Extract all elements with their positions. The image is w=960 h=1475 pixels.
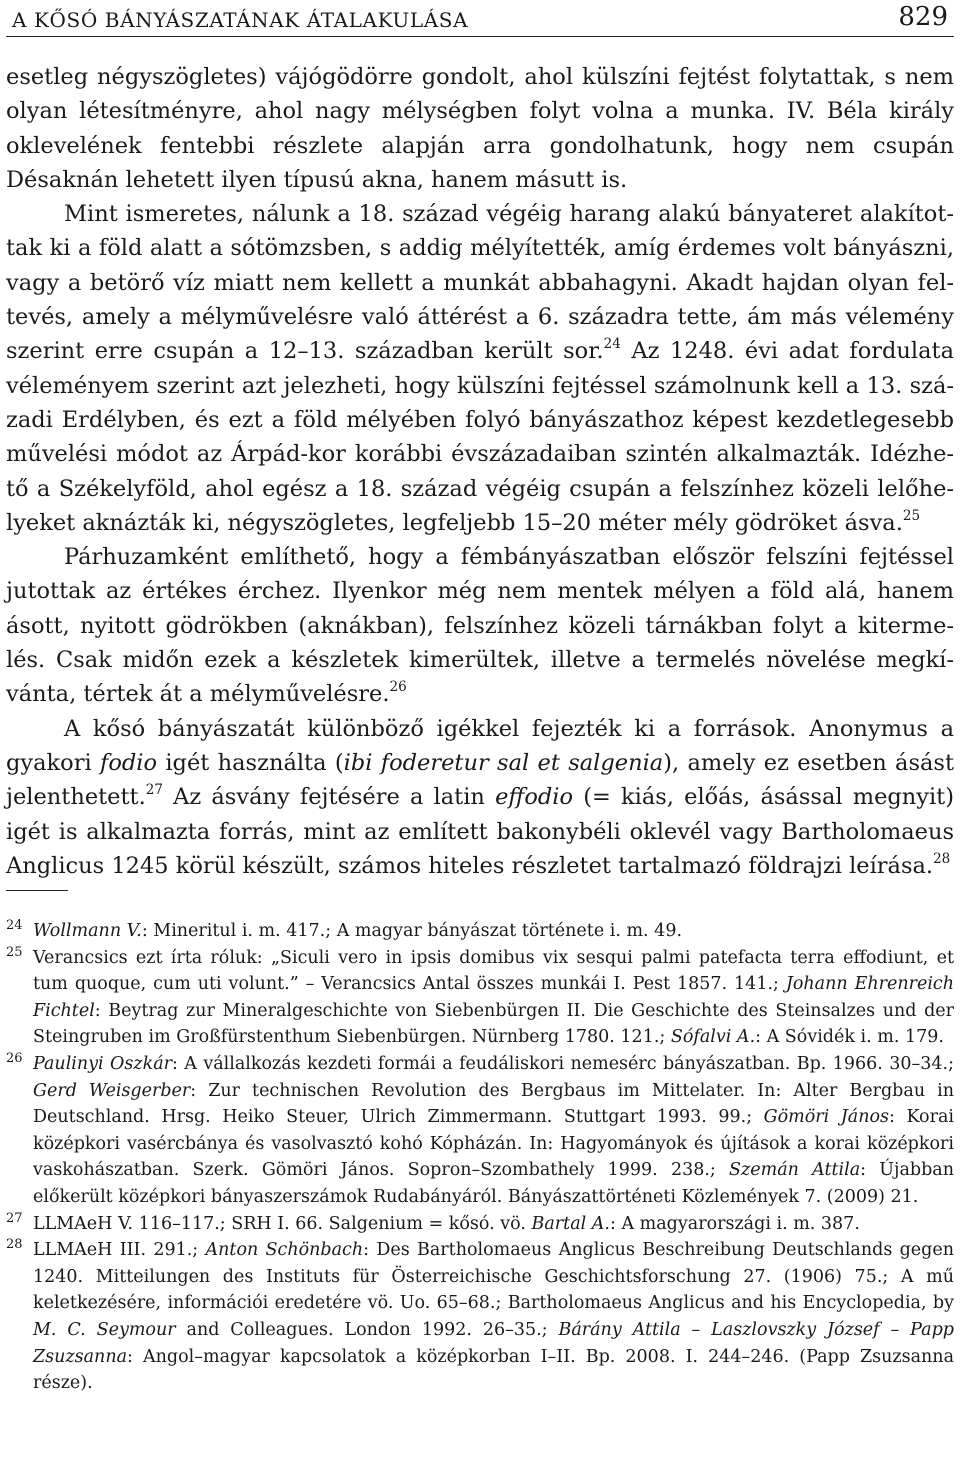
footnote xyxy=(6,945,954,1051)
text-run: (= kiás, előás, ásással megnyit) igét is alkalmazta forrás, mint az említett bakonybéli oklevél vagy Bartholomaeus Anglicus 1245 körül készült, számos hiteles részletet tartalmazó földrajzi leírása. xyxy=(6,784,954,879)
text-run: Párhuzamként említhető, hogy a fémbányászatban először felszíni fejtéssel jutottak az értékes érchez. Ilyenkor még nem mentek mélyen a föld alá, hanem ásott, nyitott gödrökben (aknákban), felszínhez közeli tárnákban folyt a kiterme-lés. Csak midőn ezek a készletek kimerültek, illetve a termelés növelése megkí-vánta, tértek át a mélyművelésre. xyxy=(6,544,954,708)
footnote-number: 24 xyxy=(6,918,23,933)
footnote-reference: 24 xyxy=(603,336,621,353)
footnote-reference: 27 xyxy=(145,782,163,799)
italic-text: fodio xyxy=(100,749,158,776)
text-run: : Angol–magyar kapcsolatok a középkorban I–II. Bp. 2008. I. 244–246. (Papp Zsuzsanna része). xyxy=(33,1346,954,1394)
italic-text: Anton Schönbach xyxy=(205,1240,364,1261)
italic-text: Johann Ehrenreich Fichtel xyxy=(33,974,954,1021)
footnote xyxy=(6,1237,954,1397)
italic-text: M. C. Seymour xyxy=(33,1319,176,1340)
paragraph xyxy=(6,540,954,711)
text-run: ), amely ez esetben ásást jelenthetett. xyxy=(6,749,954,811)
text-run: : Beytrag zur Mineralgeschichte von Siebenbürgen II. Die Geschichte des Steinsalzes und der Steingruben im Großfürstenthum Siebenbürgen. Nürnberg 1780. 121.; xyxy=(33,1000,954,1048)
italic-text: Gerd Weisgerber xyxy=(33,1080,191,1101)
footnote-reference: 25 xyxy=(902,507,921,524)
text-run: Az 1248. évi adat fordulata véleményem szerint azt jelezheti, hogy külszíni fejtéssel számolnunk kell a 13. szá-zadi Erdélyben, és ezt a föld mélyében folyó bányászathoz képest kezdetlegesebb művelési módot az Árpád-kor korábbi évszázadaiban szintén alkalmazták. Idézhe-tő a Székelyföld, ahol egész a 18. század végéig csupán a felszínhez közeli lelőhe-lyeket aknázták ki, négyszögletes, legfeljebb 15–20 méter mély gödröket ásva. xyxy=(6,338,954,536)
italic-text: effodio xyxy=(495,784,574,811)
paragraph xyxy=(6,712,954,883)
text-run: : A Sóvidék i. m. 179. xyxy=(755,1027,944,1048)
text-run: Verancsics ezt írta róluk: „Siculi vero in ipsis domibus vix sesqui palmi patefacta terra effodiunt, et tum quoque, cum uti volunt.” – Verancsics Antal összes munkái I. Pest 1857. 141.; xyxy=(33,947,954,995)
italic-text: Bárány Attila – Laszlovszky József – Papp Zsuzsanna xyxy=(33,1319,954,1367)
text-run: Mint ismeretes, nálunk a 18. század végéig harang alakú bányateret alakítot-tak ki a föld alatt a sótömzsben, s addig mélyítették, amíg érdemes volt bányászni, vagy a betörő víz miatt nem kellett a munkát abbahagyni. Akadt hajdan olyan fel-tevés, amely a mélyművelésre való áttérést a 6. századra tette, ám más vélemény szerint erre csupán a 12–13. században került sor. xyxy=(6,201,954,365)
text-run: : A magyarországi i. m. 387. xyxy=(610,1213,860,1234)
paragraph xyxy=(6,197,954,540)
text-run: esetleg négyszögletes) vájógödörre gondolt, ahol külszíni fejtést folytattak, s nem olyan létesítményre, ahol nagy mélységben folyt volna a munka. IV. Béla király oklevelének fentebbi részlete alapján arra gondolhatunk, hogy nem csupán Désaknán lehetett ilyen típusú akna, hanem másutt is. xyxy=(6,64,954,193)
italic-text: Wollmann V. xyxy=(33,921,142,941)
running-title: A KŐSÓ BÁNYÁSZATÁNAK ÁTALAKULÁSA xyxy=(12,8,469,32)
italic-text: Gömöri János xyxy=(763,1107,890,1128)
footnote-number: 25 xyxy=(6,944,23,960)
text-run: : Des Bartholomaeus Anglicus Beschreibung Deutschlands gegen 1240. Mitteilungen des Instituts für Österreichische Geschichtsforschung 27. (1906) 75.; A mű keletkezésére, információi eredetére vö. Uo. 65–68.; Bartholomaeus Anglicus and his Encyclopedia, by xyxy=(33,1240,954,1314)
text-run: : A vállalkozás kezdeti formái a feudáliskori nemesérc bányászatban. Bp. 1966. 30–34.; xyxy=(172,1053,955,1074)
footnote xyxy=(6,918,954,945)
italic-text: Bartal A. xyxy=(531,1213,610,1234)
italic-text: Szemán Attila xyxy=(729,1160,861,1181)
footnote-reference: 28 xyxy=(933,850,951,867)
text-run: LLMAeH III. 291.; xyxy=(33,1240,206,1261)
running-header xyxy=(12,2,948,32)
text-run: Az ásvány fejtésére a latin xyxy=(162,784,496,811)
text-run: : Korai középkori vasércbánya és vasolvasztó kohó Kópházán. In: Hagyományok és újítások a korai középkori vaskohászatban. Szerk. Gömöri János. Sopron–Szombathely 1999. 238.; xyxy=(33,1107,954,1181)
footnotes xyxy=(6,918,954,1397)
text-run: : Zur technischen Revolution des Bergbaus im Mittelater. In: Alter Bergbau in Deutschland. Hrsg. Heiko Steuer, Ulrich Zimmermann. Stuttgart 1993. 99.; xyxy=(33,1080,954,1128)
header-rule xyxy=(6,36,954,37)
text-run: A kősó bányászatát különböző igékkel fejezték ki a források. Anonymus a gyakori xyxy=(6,715,954,776)
page-number: 829 xyxy=(898,2,948,32)
footnote-rule xyxy=(6,890,68,891)
italic-text: Paulinyi Oszkár xyxy=(33,1053,172,1074)
footnote-reference: 26 xyxy=(389,679,407,696)
footnote-number: 28 xyxy=(6,1237,23,1253)
footnote xyxy=(6,1211,954,1238)
paragraph xyxy=(6,60,954,197)
italic-text: ibi foderetur sal et salgenia xyxy=(343,749,664,776)
main-text xyxy=(6,60,954,883)
text-run: : Újabban előkerült középkori bányaszerszámok Rudabányáról. Bányászattörténeti Közlemények 7. (2009) 21. xyxy=(33,1160,954,1207)
text-run: LLMAeH V. 116–117.; SRH I. 66. Salgenium = kősó. vö. xyxy=(33,1213,532,1234)
text-run: igét használta ( xyxy=(157,749,344,776)
text-run: and Colleagues. London 1992. 26–35.; xyxy=(175,1319,559,1340)
text-run: : Mineritul i. m. 417.; A magyar bányászat története i. m. 49. xyxy=(141,921,683,941)
italic-text: Sófalvi A. xyxy=(670,1027,756,1048)
footnote xyxy=(6,1051,954,1211)
footnote-number: 27 xyxy=(6,1210,23,1226)
footnote-number: 26 xyxy=(6,1050,23,1066)
